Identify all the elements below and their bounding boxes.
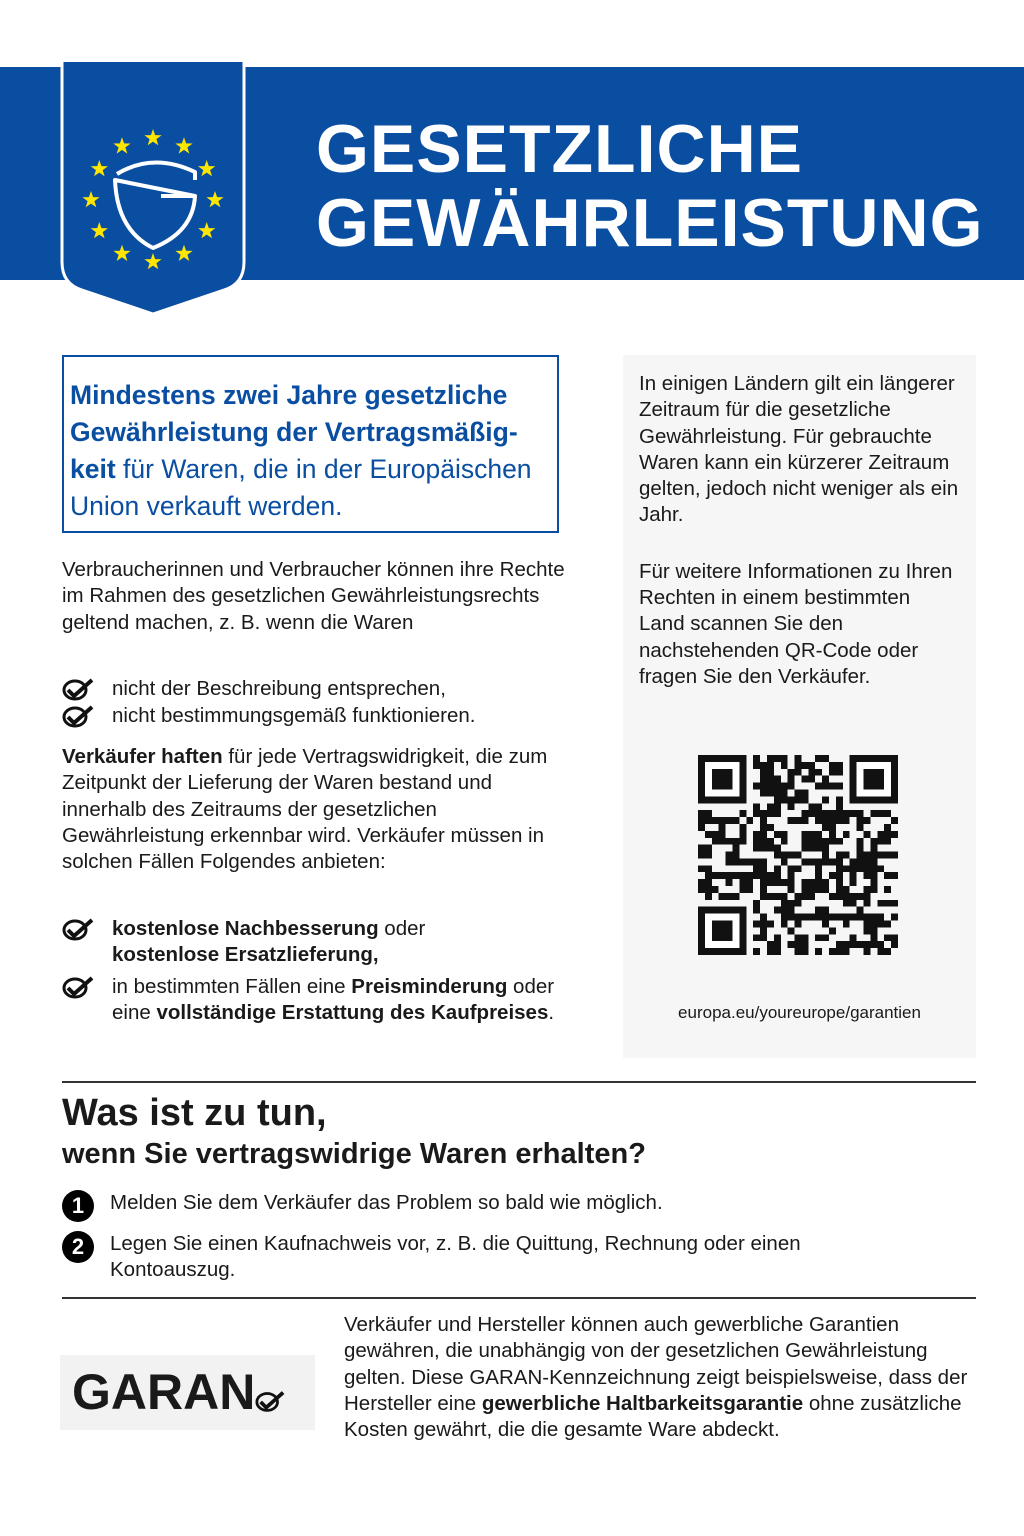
remedy-plain: in bestimmten Fällen eine xyxy=(112,975,352,998)
footer-text: ohne zusätzliche Kosten gewährt, die die gesamte Ware abdeckt. xyxy=(344,1391,962,1442)
remedy-text xyxy=(112,916,562,969)
check-text: nicht bestimmungsgemäß funktionieren. xyxy=(112,704,476,727)
remedy-bold: Preisminderung xyxy=(351,975,508,998)
check-item xyxy=(62,676,562,702)
remedy-bold: kostenlose Nachbesserung xyxy=(112,917,379,940)
info-sidebar xyxy=(623,355,976,1058)
check-text: nicht der Beschreibung entsprechen, xyxy=(112,677,446,700)
remedy-bold: vollständige Erstattung des Kaufpreises xyxy=(156,1001,549,1025)
step-number-badge: 1 xyxy=(62,1190,94,1222)
checkmark-icon xyxy=(255,1389,285,1413)
remedy-item xyxy=(62,916,562,969)
step-text: Melden Sie dem Verkäufer das Problem so bald wie möglich. xyxy=(110,1191,663,1214)
intro-box xyxy=(62,355,559,533)
title-line-2: GEWÄHRLEISTUNG xyxy=(316,185,984,261)
info-url-link[interactable]: europa.eu/youreurope/garantien xyxy=(678,1003,921,1022)
step-number-badge: 2 xyxy=(62,1231,94,1263)
section-subtitle: wenn Sie vertragswidrige Waren erhalten? xyxy=(62,1138,646,1170)
title-line-1: GESETZLICHE xyxy=(316,111,804,187)
divider xyxy=(62,1297,976,1299)
qr-code[interactable] xyxy=(698,755,898,955)
remedy-plain: oder eine xyxy=(112,975,555,1025)
commercial-guarantee-text xyxy=(344,1312,974,1443)
seller-liability-bold: Verkäufer haften xyxy=(62,745,223,768)
checkmark-icon xyxy=(62,917,94,941)
garan-logo-text: GARAN xyxy=(72,1364,256,1420)
intro-bold: Mindestens zwei Jahre gesetzliche Gewährleistung der Vertragsmäßigkeit xyxy=(70,380,518,484)
step-text: Legen Sie einen Kaufnachweis vor, z. B. die Quittung, Rechnung oder einen Kontoauszug. xyxy=(110,1232,801,1282)
intro-rest: für Waren, die in der Europäischen Union verkauft werden. xyxy=(70,454,532,521)
step-item xyxy=(62,1231,930,1284)
seller-liability-text: für jede Vertragswidrigkeit, die zum Zeitpunkt der Lieferung der Waren bestand und innerhalb des Zeitraums der gesetzlichen Gewährleistung erkennbar wird. Verkäufer müssen in solchen Fällen Folgendes anbieten: xyxy=(62,745,548,874)
checkmark-icon xyxy=(62,975,94,999)
page-title xyxy=(316,112,984,260)
longer-period-text: In einigen Ländern gilt ein längerer Zeitraum für die gesetzliche Gewährleistung. Für gebrauchte Waren kann ein kürzerer Zeitraum gelten, jedoch nicht weniger als ein Jahr. xyxy=(639,372,959,527)
footer-bold: gewerbliche Haltbarkeitsgarantie xyxy=(481,1391,804,1415)
section-title: Was ist zu tun, xyxy=(62,1092,327,1134)
footer-text: Verkäufer und Hersteller können auch gewerbliche Garantien gewähren, die unabhängig von der gesetzlichen Gewährleistung gelten. Diese GARAN-Kennzeichnung zeigt beispielsweise, dass der Hersteller eine xyxy=(344,1313,968,1415)
remedy-plain: . xyxy=(548,1001,555,1025)
divider xyxy=(62,1081,976,1083)
remedy-bold: kostenlose Ersatzlieferung, xyxy=(112,943,379,967)
remedy-plain: oder xyxy=(378,917,426,940)
seller-liability-paragraph xyxy=(62,744,552,875)
step-item xyxy=(62,1190,930,1216)
rights-paragraph: Verbraucherinnen und Verbraucher können ihre Rechte im Rahmen des gesetzlichen Gewährleistungsrechts geltend machen, z. B. wenn die Waren xyxy=(62,558,565,634)
check-item xyxy=(62,703,562,729)
more-info-text: Für weitere Informationen zu Ihren Rechten in einem bestimmten Land scannen Sie den nachstehenden QR-Code oder fragen Sie den Verkäufer. xyxy=(639,559,953,688)
remedy-item xyxy=(62,974,562,1027)
eu-guarantee-shield-logo xyxy=(60,62,246,316)
checkmark-icon xyxy=(62,704,94,728)
remedy-text xyxy=(112,974,562,1027)
checkmark-icon xyxy=(62,677,94,701)
garan-logo xyxy=(60,1355,315,1430)
